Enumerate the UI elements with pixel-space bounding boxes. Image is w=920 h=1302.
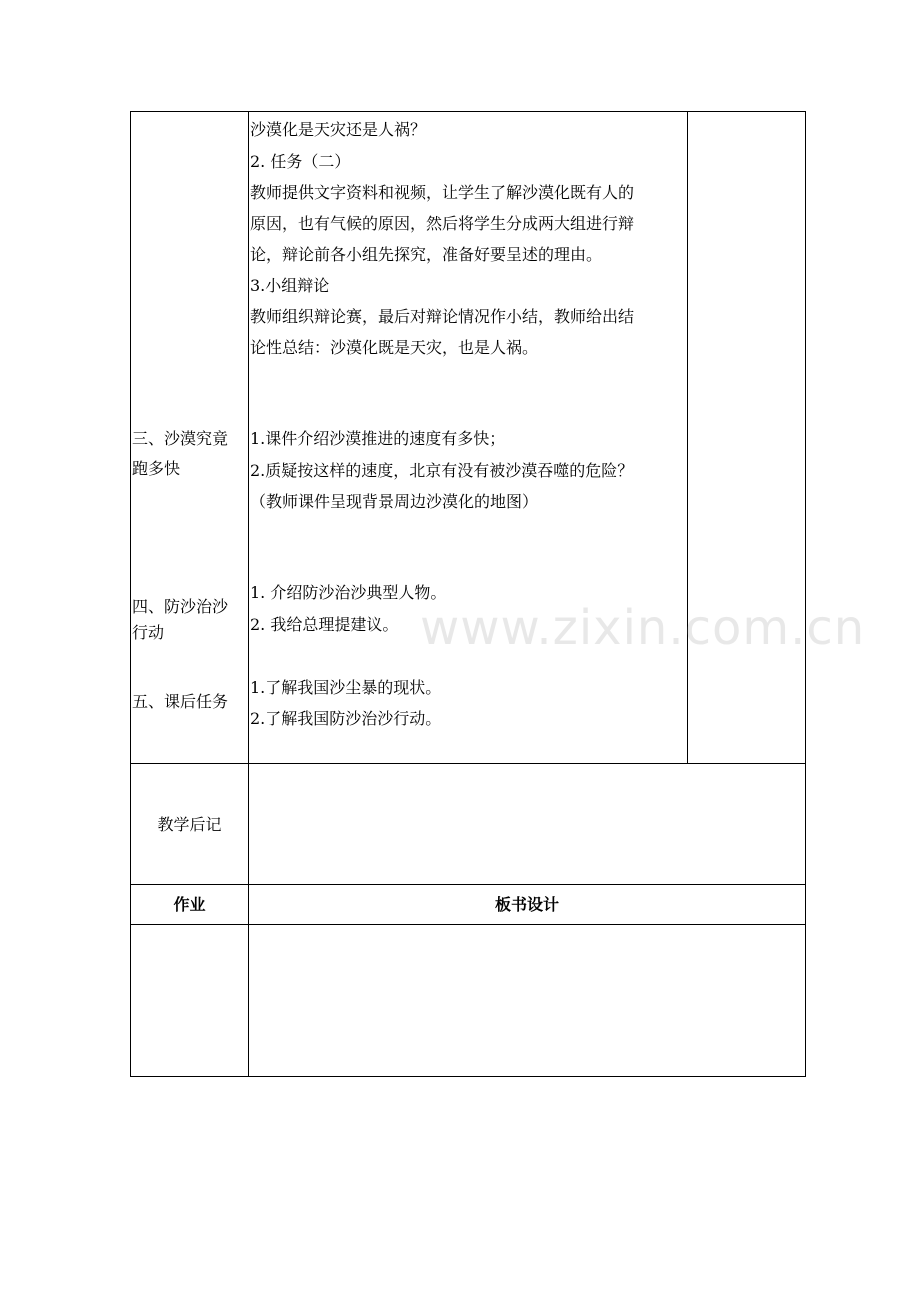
text-line: 原因，也有气候的原因，然后将学生分成两大组进行辩 — [250, 214, 635, 233]
text-line: 2. 我给总理提建议。 — [250, 615, 399, 634]
table-row-divider — [130, 924, 806, 925]
text-line: 教师提供文字资料和视频，让学生了解沙漠化既有人的 — [250, 183, 635, 202]
text-line: 1.了解我国沙尘暴的现状。 — [250, 678, 442, 697]
table-row-divider — [130, 763, 806, 764]
table-border-left — [130, 111, 131, 1077]
text-line: 论，辩论前各小组先探究，准备好要呈述的理由。 — [250, 245, 603, 264]
section-title: 四、防沙治沙 — [132, 597, 229, 616]
board-design-header: 板书设计 — [494, 895, 559, 914]
postscript-label: 教学后记 — [157, 815, 222, 834]
section-title: 三、沙漠究竟 — [132, 429, 229, 448]
text-line: 教师组织辩论赛，最后对辩论情况作小结，教师给出结 — [250, 307, 635, 326]
text-line: （教师课件呈现背景周边沙漠化的地图） — [250, 492, 539, 511]
homework-header: 作业 — [173, 895, 206, 914]
section-title: 跑多快 — [132, 459, 181, 478]
table-border-right — [805, 111, 806, 1077]
text-line: 沙漠化是天灾还是人祸？ — [250, 120, 427, 139]
text-line: 2. 任务（二） — [250, 152, 351, 171]
table-row-divider — [130, 884, 806, 885]
section-title: 五、课后任务 — [132, 692, 229, 711]
table-border-top — [130, 111, 806, 112]
text-line: 2.质疑按这样的速度，北京有没有被沙漠吞噬的危险？ — [250, 461, 634, 480]
text-line: 论性总结：沙漠化既是天灾，也是人祸。 — [250, 338, 539, 357]
text-line: 2.了解我国防沙治沙行动。 — [250, 709, 442, 728]
text-line: 1.课件介绍沙漠推进的速度有多快； — [250, 429, 506, 448]
table-col-divider — [687, 111, 688, 764]
table-border-bottom — [130, 1076, 806, 1077]
text-line: 1. 介绍防沙治沙典型人物。 — [250, 583, 447, 602]
table-col-divider — [248, 111, 249, 1077]
watermark: www.zixin.com.cn — [420, 600, 866, 656]
text-line: 3.小组辩论 — [250, 276, 330, 295]
section-title: 行动 — [132, 623, 165, 642]
